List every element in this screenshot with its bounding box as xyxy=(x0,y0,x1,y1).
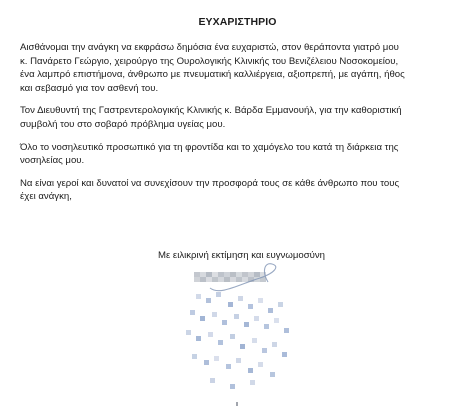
paragraph-2 xyxy=(20,104,460,131)
paragraph-line: συμβολή του στο σοβαρό πρόβλημα υγείας μου. xyxy=(20,118,226,130)
signature-image xyxy=(150,258,350,408)
paragraph-line: νοσηλείας μου. xyxy=(20,155,85,167)
paragraph-line: Να είναι γεροί και δυνατοί να συνεχίσουν την προσφορά τους σε κάθε άνθρωπο που τους xyxy=(20,177,400,189)
paragraph-line: και σεβασμό για τον ασθενή του. xyxy=(20,82,159,94)
paragraph-4 xyxy=(20,177,460,204)
paragraph-3 xyxy=(20,141,460,168)
paragraph-line: κ. Πανάρετο Γεώργιο, χειρούργο της Ουρολογικής Κλινικής του Βενιζέλειου Νοσοκομείου, xyxy=(20,55,399,67)
paragraph-1 xyxy=(20,41,460,95)
paragraph-line: έχει ανάγκη, xyxy=(20,191,72,203)
paragraph-line: ένα λαμπρό επιστήμονα, άνθρωπο με πνευματική καλλιέργεια, αξιοπρεπή, με αγάπη, ήθος xyxy=(20,69,405,81)
letter-body xyxy=(20,41,460,213)
paragraph-line: Όλο το νοσηλευτικό προσωπικό για τη φροντίδα και το χαμόγελο του κατά τη διάρκεια της xyxy=(20,141,399,153)
paragraph-line: Αισθάνομαι την ανάγκη να εκφράσω δημόσια ένα ευχαριστώ, στον θεράποντα γιατρό μου xyxy=(20,42,399,53)
paragraph-line: Τον Διευθυντή της Γαστρεντερολογικής Κλινικής κ. Βάρδα Εμμανουήλ, για την καθοριστική xyxy=(20,105,402,117)
document-title: ΕΥΧΑΡΙΣΤΗΡΙΟ xyxy=(198,16,277,28)
closing-line: Με ειλικρινή εκτίμηση και ευγνωμοσύνη xyxy=(157,250,326,261)
